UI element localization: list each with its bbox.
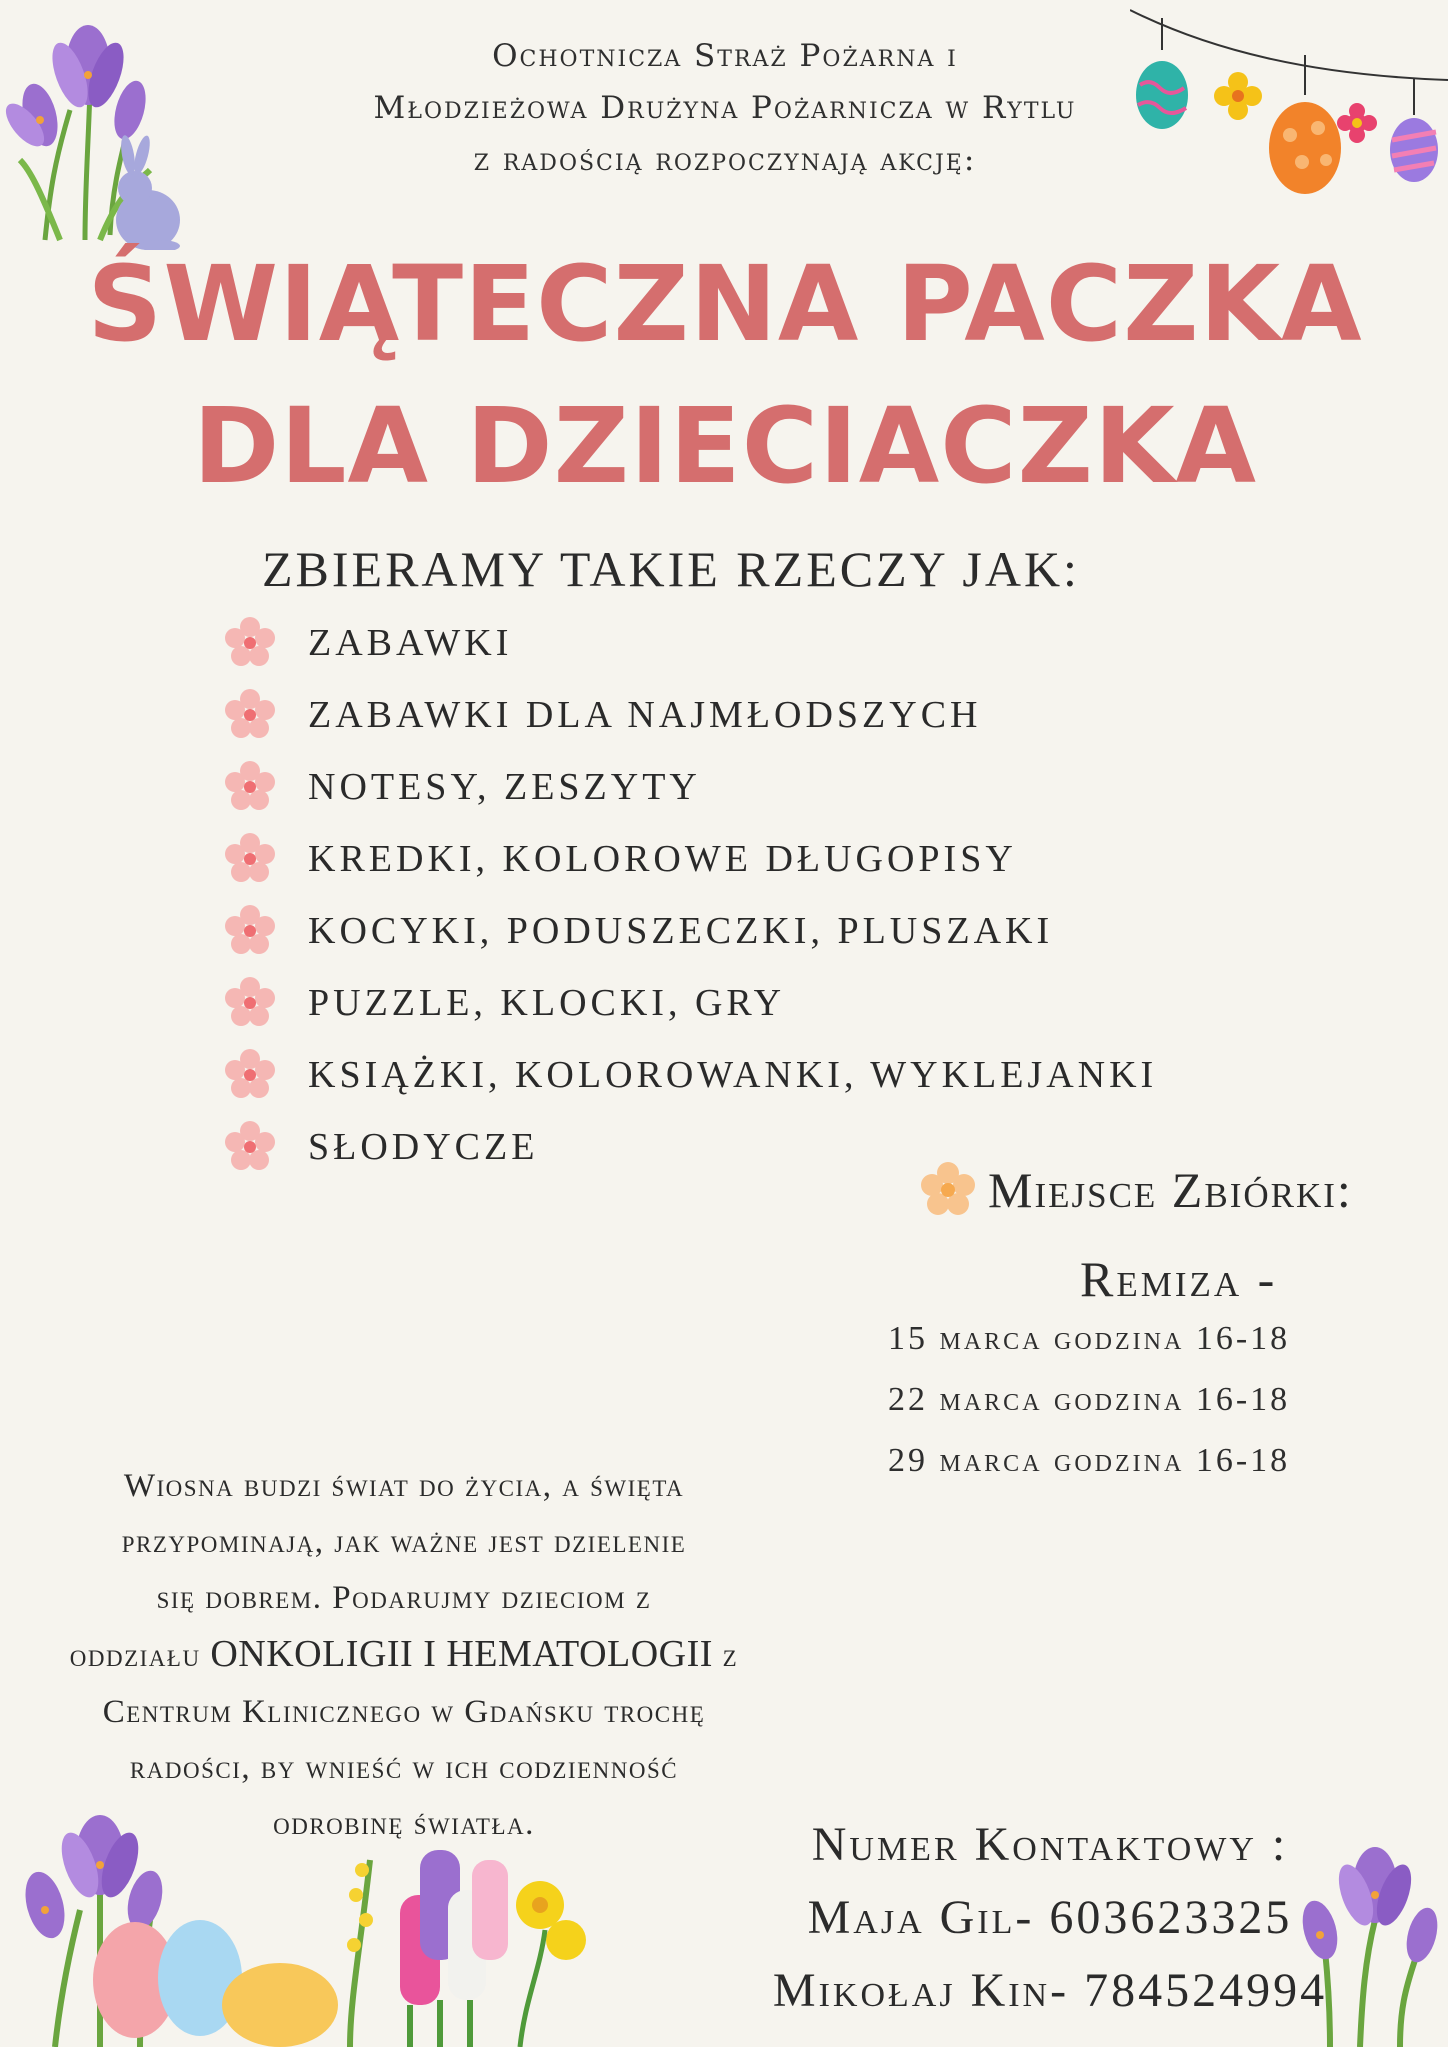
- collection-place-label: Miejsce Zbiórki:: [988, 1162, 1353, 1218]
- list-item-label: KREDKI, KOLOROWE DŁUGOPISY: [308, 838, 1017, 880]
- pink-flower-icon: [222, 615, 278, 671]
- appeal-paragraph: [14, 1458, 794, 1852]
- pink-flower-icon: [222, 975, 278, 1031]
- appeal-line: odrobinę światła.: [273, 1806, 535, 1842]
- collection-place-heading: [918, 1160, 1418, 1220]
- list-item: [222, 607, 1157, 679]
- appeal-line: [14, 1626, 794, 1684]
- collection-dates: [888, 1320, 1290, 1503]
- list-item: [222, 895, 1157, 967]
- header-line-1: Ochotnicza Straż Pożarna i: [492, 38, 958, 74]
- contact-person-1: Maja Gil- 603623325: [807, 1891, 1293, 1944]
- campaign-title-line-1: ŚWIĄTECZNA PACZKA: [87, 243, 1363, 365]
- appeal-line: przypominają, jak ważne jest dzielenie: [121, 1524, 687, 1560]
- collection-date: 15 marca godzina 16-18: [888, 1320, 1291, 1357]
- contact-person-2: Mikołaj Kin- 784524994: [772, 1964, 1328, 2017]
- list-item: [222, 823, 1157, 895]
- list-item-label: ZABAWKI DLA NAJMŁODSZYCH: [308, 694, 982, 736]
- list-item-label: SŁODYCZE: [308, 1126, 539, 1168]
- list-item-label: ZABAWKI: [308, 622, 513, 664]
- pink-flower-icon: [222, 1047, 278, 1103]
- crocus-illustration: [1290, 1840, 1448, 2047]
- appeal-text: oddziału: [69, 1638, 211, 1674]
- pink-flower-icon: [222, 903, 278, 959]
- appeal-line: radości, by wnieść w ich codzienność: [129, 1750, 679, 1786]
- collection-place: [918, 1160, 1418, 1307]
- list-item-label: KSIĄŻKI, KOLOROWANKI, WYKLEJANKI: [308, 1054, 1158, 1096]
- list-item-label: PUZZLE, KLOCKI, GRY: [308, 982, 786, 1024]
- list-item: [222, 1039, 1157, 1111]
- list-item: [222, 751, 1157, 823]
- appeal-line: Wiosna budzi świat do życia, a święta: [123, 1468, 685, 1504]
- crocus-eggs-hyacinths-illustration: [0, 1800, 620, 2047]
- hospital-department: ONKOLIGII I HEMATOLOGII: [210, 1633, 713, 1675]
- collection-date: 29 marca godzina 16-18: [888, 1442, 1291, 1479]
- contact-section: [770, 1808, 1330, 2027]
- list-item: [222, 679, 1157, 751]
- appeal-line: Centrum Klinicznego w Gdańsku trochę: [102, 1694, 706, 1730]
- list-item: [222, 967, 1157, 1039]
- collection-venue: Remiza -: [1080, 1251, 1278, 1307]
- orange-flower-icon: [918, 1160, 978, 1220]
- contact-label: Numer Kontaktowy :: [811, 1818, 1289, 1871]
- organizer-header: [300, 30, 1150, 186]
- list-item-label: KOCYKI, PODUSZECZKI, PLUSZAKI: [308, 910, 1054, 952]
- collect-heading: ZBIERAMY TAKIE RZECZY JAK:: [262, 541, 1080, 597]
- crocus-and-bunny-illustration: [0, 20, 190, 250]
- appeal-line: się dobrem. Podarujmy dzieciom z: [156, 1580, 652, 1616]
- appeal-text: z: [712, 1638, 739, 1674]
- pink-flower-icon: [222, 1119, 278, 1175]
- collected-items-list: [222, 607, 1157, 1183]
- pink-flower-icon: [222, 759, 278, 815]
- header-line-2: Młodzieżowa Drużyna Pożarnicza w Rytlu: [373, 90, 1077, 126]
- easter-egg-garland-illustration: [1130, 0, 1448, 200]
- list-item-label: NOTESY, ZESZYTY: [308, 766, 701, 808]
- header-line-3: z radością rozpoczynają akcję:: [473, 142, 977, 178]
- campaign-title-line-2: DLA DZIECIACZKA: [192, 385, 1258, 507]
- pink-flower-icon: [222, 687, 278, 743]
- pink-flower-icon: [222, 831, 278, 887]
- collection-date: 22 marca godzina 16-18: [888, 1381, 1291, 1418]
